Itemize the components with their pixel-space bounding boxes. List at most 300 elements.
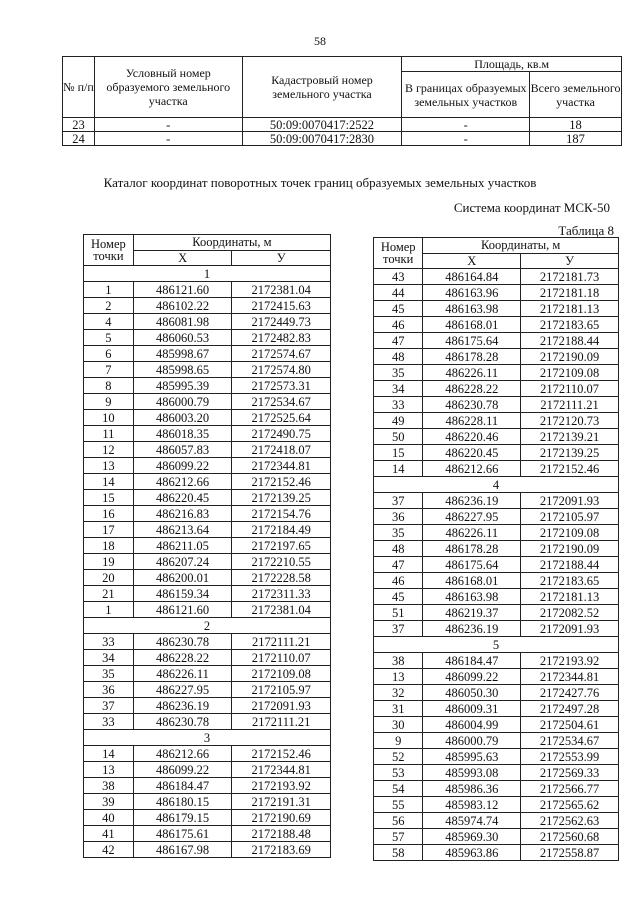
table-row	[374, 525, 619, 541]
table-row	[84, 714, 331, 730]
parcel-group-row	[84, 730, 331, 746]
table-row	[374, 845, 619, 861]
table-row	[84, 410, 331, 426]
point-number: 13	[84, 458, 134, 474]
table-row	[84, 794, 331, 810]
point-number: 57	[374, 829, 423, 845]
header-y: У	[232, 250, 331, 266]
table-row	[374, 557, 619, 573]
point-number: 47	[374, 333, 423, 349]
table-row	[374, 541, 619, 557]
cell-within: -	[402, 132, 530, 146]
coord-y: 2172525.64	[232, 410, 331, 426]
table-row	[84, 506, 331, 522]
point-number: 48	[374, 349, 423, 365]
cell-num: 23	[63, 118, 95, 132]
header-coordinates: Координаты, м	[133, 235, 330, 251]
header-point-number: Номер точки	[374, 238, 423, 269]
table-row	[84, 602, 331, 618]
cell-within: -	[402, 118, 530, 132]
point-number: 48	[374, 541, 423, 557]
coord-y: 2172190.09	[521, 349, 619, 365]
table-row	[63, 118, 622, 132]
coord-y: 2172381.04	[232, 282, 331, 298]
coord-y: 2172415.63	[232, 298, 331, 314]
coord-y: 2172553.99	[521, 749, 619, 765]
table-row	[374, 333, 619, 349]
coord-y: 2172139.21	[521, 429, 619, 445]
header-area-group: Площадь, кв.м	[402, 57, 622, 72]
table-row	[84, 554, 331, 570]
coord-y: 2172152.46	[521, 461, 619, 477]
coord-y: 2172534.67	[521, 733, 619, 749]
parcel-group-number: 5	[374, 637, 619, 653]
table-row	[84, 810, 331, 826]
coord-y: 2172569.33	[521, 765, 619, 781]
point-number: 7	[84, 362, 134, 378]
table-row	[84, 314, 331, 330]
coord-x: 486211.05	[133, 538, 232, 554]
header-coordinates: Координаты, м	[423, 238, 619, 254]
table-row	[374, 669, 619, 685]
coord-x: 486099.22	[133, 458, 232, 474]
coord-y: 2172120.73	[521, 413, 619, 429]
coord-x: 486212.66	[423, 461, 521, 477]
coord-x: 485963.86	[423, 845, 521, 861]
coord-x: 486226.11	[423, 525, 521, 541]
table-row	[84, 378, 331, 394]
coord-x: 486178.28	[423, 349, 521, 365]
coord-y: 2172181.13	[521, 589, 619, 605]
table-row	[84, 330, 331, 346]
table-row	[374, 749, 619, 765]
point-number: 58	[374, 845, 423, 861]
table-row	[84, 474, 331, 490]
table-row	[374, 573, 619, 589]
point-number: 51	[374, 605, 423, 621]
coord-y: 2172560.68	[521, 829, 619, 845]
table-row	[374, 397, 619, 413]
table-row	[84, 458, 331, 474]
coord-y: 2172427.76	[521, 685, 619, 701]
point-number: 36	[84, 682, 134, 698]
header-area-within: В границах образуемых земельных участков	[402, 72, 530, 118]
point-number: 46	[374, 573, 423, 589]
coord-y: 2172449.73	[232, 314, 331, 330]
coord-y: 2172111.21	[521, 397, 619, 413]
point-number: 10	[84, 410, 134, 426]
coord-y: 2172152.46	[232, 746, 331, 762]
point-number: 47	[374, 557, 423, 573]
coord-y: 2172188.44	[521, 557, 619, 573]
header-num: № п/п	[63, 57, 95, 118]
coordinates-table-left	[83, 234, 331, 858]
coord-y: 2172111.21	[232, 714, 331, 730]
coord-y: 2172183.65	[521, 573, 619, 589]
coord-x: 486175.61	[133, 826, 232, 842]
coord-x: 486220.45	[133, 490, 232, 506]
table-row	[374, 301, 619, 317]
coord-y: 2172574.80	[232, 362, 331, 378]
point-number: 11	[84, 426, 134, 442]
coord-x: 486000.79	[423, 733, 521, 749]
coord-x: 486099.22	[423, 669, 521, 685]
coord-x: 486004.99	[423, 717, 521, 733]
point-number: 33	[374, 397, 423, 413]
point-number: 38	[374, 653, 423, 669]
table-row	[84, 586, 331, 602]
coord-x: 486003.20	[133, 410, 232, 426]
parcel-group-row	[374, 477, 619, 493]
point-number: 49	[374, 413, 423, 429]
coord-x: 486163.98	[423, 589, 521, 605]
coord-x: 486121.60	[133, 282, 232, 298]
table-row	[374, 781, 619, 797]
coord-y: 2172109.08	[232, 666, 331, 682]
table-number: Таблица 8	[558, 223, 614, 238]
coord-x: 486228.22	[133, 650, 232, 666]
point-number: 15	[374, 445, 423, 461]
coord-x: 486102.22	[133, 298, 232, 314]
point-number: 6	[84, 346, 134, 362]
coordinate-system: Система координат МСК-50	[453, 200, 610, 215]
coord-y: 2172188.48	[232, 826, 331, 842]
coord-y: 2172139.25	[232, 490, 331, 506]
point-number: 35	[374, 365, 423, 381]
table-row	[84, 826, 331, 842]
table-row	[374, 509, 619, 525]
table-row	[374, 797, 619, 813]
coord-x: 485969.30	[423, 829, 521, 845]
coord-y: 2172497.28	[521, 701, 619, 717]
table-row	[374, 765, 619, 781]
coord-x: 486159.34	[133, 586, 232, 602]
parcel-group-number: 4	[374, 477, 619, 493]
table-row	[84, 426, 331, 442]
point-number: 33	[84, 634, 134, 650]
coord-y: 2172534.67	[232, 394, 331, 410]
coord-x: 486179.15	[133, 810, 232, 826]
coord-y: 2172193.92	[521, 653, 619, 669]
parcel-group-number: 1	[84, 266, 331, 282]
point-number: 52	[374, 749, 423, 765]
coord-y: 2172311.33	[232, 586, 331, 602]
point-number: 34	[374, 381, 423, 397]
table-row	[84, 394, 331, 410]
table-row	[374, 413, 619, 429]
coord-x: 486057.83	[133, 442, 232, 458]
coord-y: 2172091.93	[521, 621, 619, 637]
coord-x: 486168.01	[423, 573, 521, 589]
parcel-group-number: 3	[84, 730, 331, 746]
coord-x: 486163.96	[423, 285, 521, 301]
cell-cadastral: 50:09:0070417:2522	[242, 118, 402, 132]
coord-y: 2172566.77	[521, 781, 619, 797]
point-number: 2	[84, 298, 134, 314]
coord-x: 486184.47	[423, 653, 521, 669]
coord-x: 486236.19	[133, 698, 232, 714]
point-number: 1	[84, 282, 134, 298]
coord-x: 486230.78	[133, 714, 232, 730]
point-number: 13	[374, 669, 423, 685]
coord-y: 2172482.83	[232, 330, 331, 346]
table-row	[84, 698, 331, 714]
coord-y: 2172565.62	[521, 797, 619, 813]
header-point-number: Номер точки	[84, 235, 134, 266]
point-number: 21	[84, 586, 134, 602]
area-table	[62, 56, 622, 146]
coord-x: 486200.01	[133, 570, 232, 586]
coord-x: 486226.11	[423, 365, 521, 381]
coord-y: 2172344.81	[521, 669, 619, 685]
coord-x: 486230.78	[133, 634, 232, 650]
coord-x: 486207.24	[133, 554, 232, 570]
cell-conditional: -	[94, 118, 242, 132]
coord-y: 2172181.13	[521, 301, 619, 317]
coord-y: 2172210.55	[232, 554, 331, 570]
header-area-total: Всего земельного участка	[530, 72, 622, 118]
coord-x: 486220.45	[423, 445, 521, 461]
table-row	[374, 461, 619, 477]
coord-y: 2172105.97	[232, 682, 331, 698]
point-number: 9	[374, 733, 423, 749]
catalog-title: Каталог координат поворотных точек границ образуемых земельных участков	[103, 175, 537, 190]
coord-y: 2172181.18	[521, 285, 619, 301]
coord-y: 2172154.76	[232, 506, 331, 522]
coord-y: 2172181.73	[521, 269, 619, 285]
header-conditional-number: Условный номер образуемого земельного участка	[94, 57, 242, 118]
coord-y: 2172139.25	[521, 445, 619, 461]
point-number: 53	[374, 765, 423, 781]
coord-x: 486228.11	[423, 413, 521, 429]
point-number: 13	[84, 762, 134, 778]
table-row	[84, 666, 331, 682]
coord-x: 485995.63	[423, 749, 521, 765]
coord-y: 2172558.87	[521, 845, 619, 861]
coord-y: 2172562.63	[521, 813, 619, 829]
table-row	[374, 269, 619, 285]
coord-x: 486164.84	[423, 269, 521, 285]
parcel-group-row	[374, 637, 619, 653]
parcel-group-row	[84, 266, 331, 282]
table-row	[374, 589, 619, 605]
point-number: 38	[84, 778, 134, 794]
coord-x: 486227.95	[133, 682, 232, 698]
coord-x: 486236.19	[423, 621, 521, 637]
coord-y: 2172110.07	[232, 650, 331, 666]
point-number: 9	[84, 394, 134, 410]
coord-y: 2172109.08	[521, 365, 619, 381]
cell-conditional: -	[94, 132, 242, 146]
coord-x: 485983.12	[423, 797, 521, 813]
coord-x: 486000.79	[133, 394, 232, 410]
table-row	[84, 298, 331, 314]
point-number: 5	[84, 330, 134, 346]
table-row	[374, 429, 619, 445]
coord-x: 486212.66	[133, 746, 232, 762]
table-row	[84, 490, 331, 506]
table-row	[84, 634, 331, 650]
point-number: 40	[84, 810, 134, 826]
coordinates-table-right	[373, 237, 619, 861]
coord-y: 2172344.81	[232, 458, 331, 474]
coord-x: 486227.95	[423, 509, 521, 525]
coord-x: 485986.36	[423, 781, 521, 797]
point-number: 37	[374, 621, 423, 637]
coord-y: 2172184.49	[232, 522, 331, 538]
header-y: У	[521, 253, 619, 269]
coord-y: 2172183.65	[521, 317, 619, 333]
coord-x: 486228.22	[423, 381, 521, 397]
table-row	[374, 813, 619, 829]
coord-y: 2172193.92	[232, 778, 331, 794]
table-row	[374, 829, 619, 845]
table-row	[84, 346, 331, 362]
table-row	[374, 653, 619, 669]
coord-x: 486009.31	[423, 701, 521, 717]
table-row	[374, 685, 619, 701]
point-number: 41	[84, 826, 134, 842]
coord-x: 486050.30	[423, 685, 521, 701]
header-x: Х	[133, 250, 232, 266]
cell-total: 187	[530, 132, 622, 146]
point-number: 34	[84, 650, 134, 666]
coord-y: 2172109.08	[521, 525, 619, 541]
table-row	[84, 762, 331, 778]
point-number: 54	[374, 781, 423, 797]
coord-x: 486230.78	[423, 397, 521, 413]
point-number: 20	[84, 570, 134, 586]
table-row	[374, 701, 619, 717]
point-number: 55	[374, 797, 423, 813]
point-number: 42	[84, 842, 134, 858]
table-row	[84, 682, 331, 698]
coord-y: 2172418.07	[232, 442, 331, 458]
coord-y: 2172573.31	[232, 378, 331, 394]
point-number: 18	[84, 538, 134, 554]
page-number: 58	[314, 34, 326, 48]
coord-x: 486236.19	[423, 493, 521, 509]
coord-y: 2172197.65	[232, 538, 331, 554]
coord-x: 486212.66	[133, 474, 232, 490]
coord-x: 486213.64	[133, 522, 232, 538]
table-row	[84, 282, 331, 298]
coord-y: 2172152.46	[232, 474, 331, 490]
point-number: 46	[374, 317, 423, 333]
coord-y: 2172190.69	[232, 810, 331, 826]
coord-y: 2172183.69	[232, 842, 331, 858]
table-row	[374, 621, 619, 637]
point-number: 45	[374, 301, 423, 317]
point-number: 37	[374, 493, 423, 509]
table-row	[84, 842, 331, 858]
coord-y: 2172228.58	[232, 570, 331, 586]
table-row	[374, 349, 619, 365]
point-number: 16	[84, 506, 134, 522]
table-row	[374, 605, 619, 621]
coord-x: 486060.53	[133, 330, 232, 346]
table-row	[84, 570, 331, 586]
parcel-group-number: 2	[84, 618, 331, 634]
coord-x: 486168.01	[423, 317, 521, 333]
table-row	[84, 362, 331, 378]
table-row	[374, 445, 619, 461]
point-number: 35	[84, 666, 134, 682]
table-row	[84, 442, 331, 458]
coord-y: 2172490.75	[232, 426, 331, 442]
point-number: 12	[84, 442, 134, 458]
point-number: 33	[84, 714, 134, 730]
point-number: 44	[374, 285, 423, 301]
point-number: 50	[374, 429, 423, 445]
table-row	[374, 317, 619, 333]
coord-x: 486018.35	[133, 426, 232, 442]
coord-x: 485995.39	[133, 378, 232, 394]
point-number: 15	[84, 490, 134, 506]
coord-y: 2172111.21	[232, 634, 331, 650]
point-number: 35	[374, 525, 423, 541]
point-number: 39	[84, 794, 134, 810]
point-number: 4	[84, 314, 134, 330]
table-row	[63, 132, 622, 146]
coord-x: 486167.98	[133, 842, 232, 858]
coord-x: 486175.64	[423, 333, 521, 349]
cell-total: 18	[530, 118, 622, 132]
point-number: 31	[374, 701, 423, 717]
coord-y: 2172105.97	[521, 509, 619, 525]
cell-cadastral: 50:09:0070417:2830	[242, 132, 402, 146]
coord-x: 485998.65	[133, 362, 232, 378]
coord-x: 486226.11	[133, 666, 232, 682]
table-row	[374, 285, 619, 301]
table-row	[84, 650, 331, 666]
table-row	[374, 733, 619, 749]
point-number: 45	[374, 589, 423, 605]
point-number: 56	[374, 813, 423, 829]
coord-y: 2172191.31	[232, 794, 331, 810]
coord-x: 486099.22	[133, 762, 232, 778]
coord-x: 486081.98	[133, 314, 232, 330]
table-row	[84, 538, 331, 554]
table-row	[374, 717, 619, 733]
coord-x: 486184.47	[133, 778, 232, 794]
header-x: Х	[423, 253, 521, 269]
coord-y: 2172504.61	[521, 717, 619, 733]
coord-x: 485993.08	[423, 765, 521, 781]
point-number: 19	[84, 554, 134, 570]
table-row	[84, 778, 331, 794]
header-cadastral-number: Кадастровый номер земельного участка	[242, 57, 402, 118]
coord-y: 2172344.81	[232, 762, 331, 778]
point-number: 36	[374, 509, 423, 525]
coord-x: 485998.67	[133, 346, 232, 362]
point-number: 37	[84, 698, 134, 714]
coord-y: 2172381.04	[232, 602, 331, 618]
point-number: 8	[84, 378, 134, 394]
table-row	[374, 493, 619, 509]
coord-y: 2172082.52	[521, 605, 619, 621]
cell-num: 24	[63, 132, 95, 146]
parcel-group-row	[84, 618, 331, 634]
coord-x: 485974.74	[423, 813, 521, 829]
coord-y: 2172188.44	[521, 333, 619, 349]
table-row	[84, 746, 331, 762]
coord-x: 486178.28	[423, 541, 521, 557]
coord-x: 486121.60	[133, 602, 232, 618]
point-number: 43	[374, 269, 423, 285]
coord-y: 2172110.07	[521, 381, 619, 397]
point-number: 14	[84, 746, 134, 762]
